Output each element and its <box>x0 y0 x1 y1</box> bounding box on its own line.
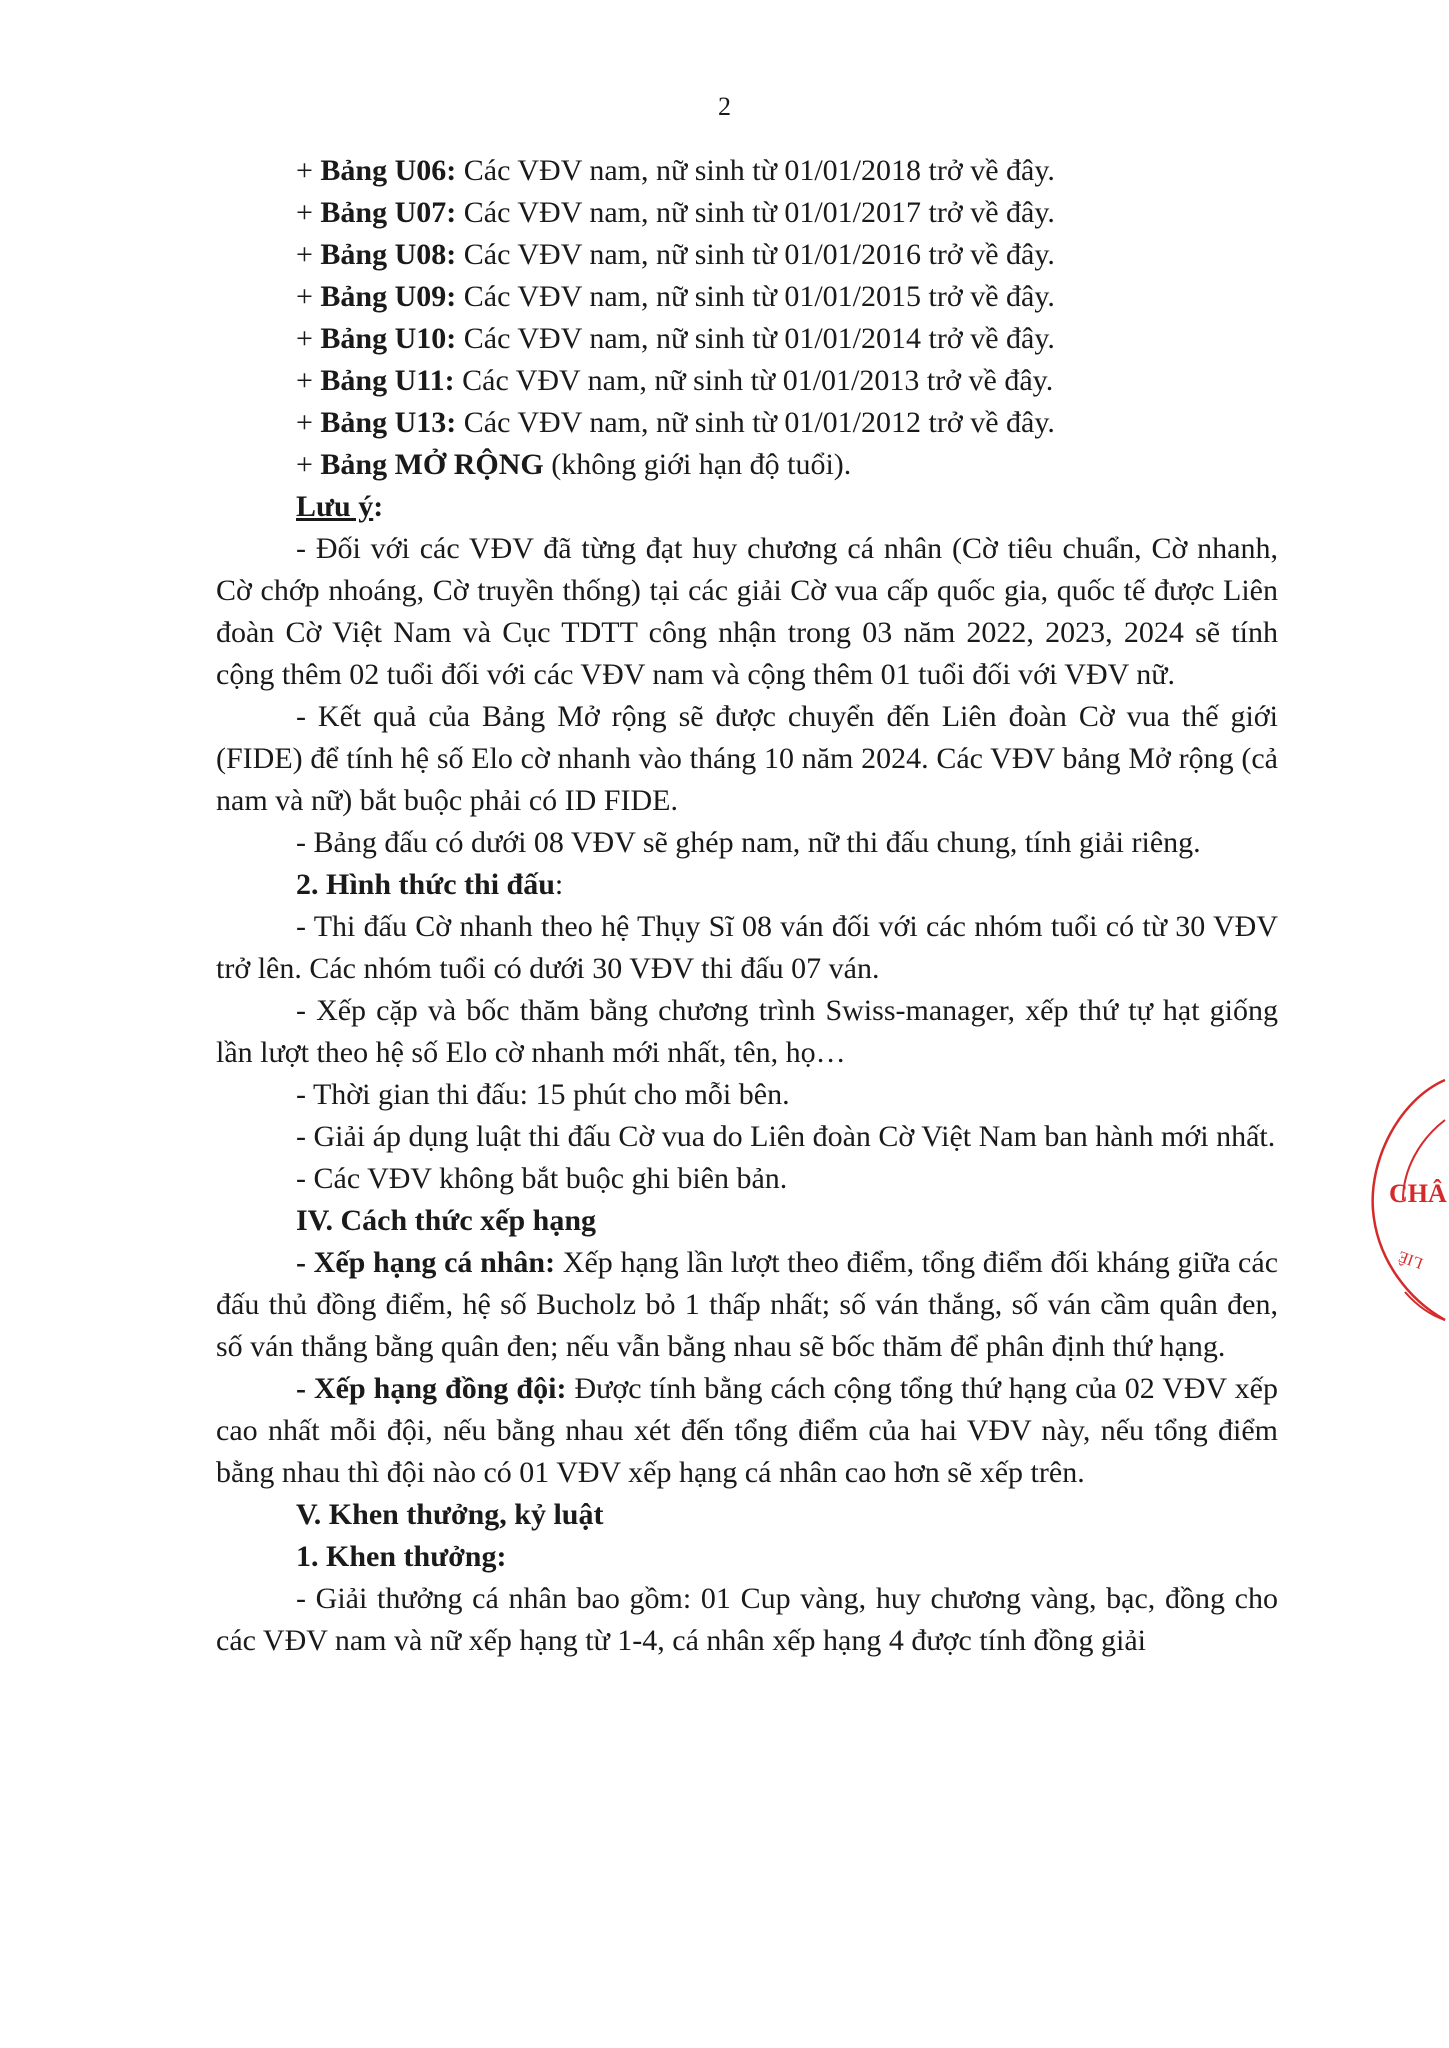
note-item: - Bảng đấu có dưới 08 VĐV sẽ ghép nam, nữ thi đấu chung, tính giải riêng. <box>296 826 1201 859</box>
section-4-heading: IV. Cách thức xếp hạng <box>296 1204 596 1237</box>
seal-text-2: LIÊ <box>1396 1247 1426 1272</box>
age-group-list <box>216 150 1278 444</box>
age-group-item: + Bảng U09: Các VĐV nam, nữ sinh từ 01/01/2015 trở về đây. <box>296 280 1055 313</box>
ranking-individual: - Xếp hạng cá nhân: Xếp hạng lần lượt theo điểm, tổng điểm đối kháng giữa các đấu thủ đồng điểm, hệ số Bucholz bỏ 1 thấp nhất; số ván thắng, số ván cầm quân đen, số ván thắng bằng quân đen; nếu vẫn bằng nhau sẽ bốc thăm để phân định thứ hạng. <box>216 1246 1279 1363</box>
section-5-1-heading: 1. Khen thưởng: <box>296 1540 507 1573</box>
competition-format-item: - Giải áp dụng luật thi đấu Cờ vua do Liên đoàn Cờ Việt Nam ban hành mới nhất. <box>296 1120 1276 1153</box>
age-group-item: + Bảng U06: Các VĐV nam, nữ sinh từ 01/01/2018 trở về đây. <box>296 154 1055 187</box>
age-group-item: + Bảng U07: Các VĐV nam, nữ sinh từ 01/01/2017 trở về đây. <box>296 196 1055 229</box>
note-heading: Lưu ý: <box>296 490 384 523</box>
ranking-team: - Xếp hạng đồng đội: Được tính bằng cách cộng tổng thứ hạng của 02 VĐV xếp cao nhất mỗi đội, nếu bằng nhau xét đến tổng điểm của hai VĐV này, nếu tổng điểm bằng nhau thì đội nào có 01 VĐV xếp hạng cá nhân cao hơn sẽ xếp trên. <box>216 1372 1278 1489</box>
page-number: 2 <box>718 92 731 121</box>
age-group-item: + Bảng U13: Các VĐV nam, nữ sinh từ 01/01/2012 trở về đây. <box>296 406 1055 439</box>
competition-format-list <box>216 906 1278 1200</box>
note-item: - Kết quả của Bảng Mở rộng sẽ được chuyển đến Liên đoàn Cờ vua thế giới (FIDE) để tính hệ số Elo cờ nhanh vào tháng 10 năm 2024. Các VĐV bảng Mở rộng (cả nam và nữ) bắt buộc phải có ID FIDE. <box>216 700 1278 817</box>
seal-text: CHÂ <box>1389 1179 1447 1208</box>
note-item: - Đối với các VĐV đã từng đạt huy chương cá nhân (Cờ tiêu chuẩn, Cờ nhanh, Cờ chớp nhoáng, Cờ truyền thống) tại các giải Cờ vua cấp quốc gia, quốc tế được Liên đoàn Cờ Việt Nam và Cục TDTT công nhận trong 03 năm 2022, 2023, 2024 sẽ tính cộng thêm 02 tuổi đối với các VĐV nam và cộng thêm 01 tuổi đối với VĐV nữ. <box>216 532 1278 691</box>
age-group-open: + Bảng MỞ RỘNG (không giới hạn độ tuổi). <box>296 448 852 481</box>
note-list <box>216 528 1278 864</box>
competition-format-item: - Thời gian thi đấu: 15 phút cho mỗi bên. <box>296 1078 790 1111</box>
competition-format-item: - Xếp cặp và bốc thăm bằng chương trình Swiss-manager, xếp thứ tự hạt giống lần lượt theo hệ số Elo cờ nhanh mới nhất, tên, họ… <box>216 994 1278 1069</box>
section-5-heading: V. Khen thưởng, kỷ luật <box>296 1498 604 1531</box>
red-seal-fragment <box>1359 1070 1449 1330</box>
age-group-item: + Bảng U11: Các VĐV nam, nữ sinh từ 01/01/2013 trở về đây. <box>296 364 1054 397</box>
document-body <box>216 150 1278 1662</box>
section-2-heading: 2. Hình thức thi đấu: <box>296 868 564 901</box>
awards-paragraph: - Giải thưởng cá nhân bao gồm: 01 Cup vàng, huy chương vàng, bạc, đồng cho các VĐV nam và nữ xếp hạng từ 1-4, cá nhân xếp hạng 4 được tính đồng giải <box>216 1582 1278 1657</box>
age-group-item: + Bảng U10: Các VĐV nam, nữ sinh từ 01/01/2014 trở về đây. <box>296 322 1055 355</box>
competition-format-item: - Thi đấu Cờ nhanh theo hệ Thụy Sĩ 08 ván đối với các nhóm tuổi có từ 30 VĐV trở lên. Các nhóm tuổi có dưới 30 VĐV thi đấu 07 ván. <box>216 910 1278 985</box>
age-group-item: + Bảng U08: Các VĐV nam, nữ sinh từ 01/01/2016 trở về đây. <box>296 238 1055 271</box>
competition-format-item: - Các VĐV không bắt buộc ghi biên bản. <box>296 1162 788 1195</box>
